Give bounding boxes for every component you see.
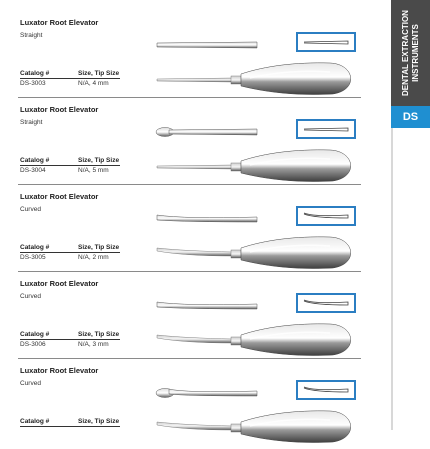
size-header: Size, Tip Size bbox=[78, 70, 120, 77]
product-section bbox=[0, 87, 391, 173]
sidebar-title-line2: INSTRUMENTS bbox=[410, 24, 420, 82]
product-name: Luxator Root Elevator bbox=[20, 279, 99, 288]
tip-photo-wrap bbox=[155, 212, 260, 231]
product-name: Luxator Root Elevator bbox=[20, 18, 99, 27]
tip-photo-wrap bbox=[155, 125, 260, 144]
tip-photo-wrap bbox=[155, 299, 260, 318]
product-name: Luxator Root Elevator bbox=[20, 192, 99, 201]
instrument-tip-photo bbox=[155, 125, 260, 139]
catalog-header: Catalog # bbox=[20, 244, 50, 251]
product-type: Curved bbox=[20, 206, 41, 213]
header-underline bbox=[20, 165, 120, 166]
catalog-number: DS-3003 bbox=[20, 80, 46, 87]
catalog-number: DS-3006 bbox=[20, 341, 46, 348]
size-header: Size, Tip Size bbox=[78, 418, 120, 425]
tip-photo-wrap bbox=[155, 386, 260, 405]
size-header: Size, Tip Size bbox=[78, 244, 120, 251]
sidebar-title bbox=[391, 0, 430, 106]
size-value: N/A, 5 mm bbox=[78, 167, 109, 174]
size-value: N/A, 3 mm bbox=[78, 341, 109, 348]
product-type: Curved bbox=[20, 380, 41, 387]
product-type: Curved bbox=[20, 293, 41, 300]
catalog-header: Catalog # bbox=[20, 157, 50, 164]
product-name: Luxator Root Elevator bbox=[20, 105, 99, 114]
tip-detail-icon bbox=[298, 295, 354, 311]
catalog-number: DS-3004 bbox=[20, 167, 46, 174]
tip-detail-icon bbox=[298, 121, 354, 137]
catalog-header: Catalog # bbox=[20, 418, 50, 425]
header-underline bbox=[20, 426, 120, 427]
instrument-tip-photo bbox=[155, 299, 260, 313]
tip-detail-icon bbox=[298, 34, 354, 50]
product-section bbox=[0, 0, 391, 86]
category-sidebar bbox=[391, 0, 430, 430]
size-value: N/A, 2 mm bbox=[78, 254, 109, 261]
catalog-header: Catalog # bbox=[20, 70, 50, 77]
tip-detail-box bbox=[296, 32, 356, 52]
catalog-header: Catalog # bbox=[20, 331, 50, 338]
tip-detail-icon bbox=[298, 208, 354, 224]
product-section bbox=[0, 174, 391, 260]
sidebar-title-line1: DENTAL EXTRACTION bbox=[400, 10, 410, 96]
product-section bbox=[0, 261, 391, 347]
instrument-photo bbox=[155, 408, 360, 444]
header-underline bbox=[20, 78, 120, 79]
size-header: Size, Tip Size bbox=[78, 331, 120, 338]
tip-detail-box bbox=[296, 206, 356, 226]
tip-photo-wrap bbox=[155, 38, 260, 57]
product-section bbox=[0, 348, 391, 434]
sidebar-code-tab[interactable]: DS bbox=[391, 106, 430, 128]
header-underline bbox=[20, 252, 120, 253]
product-name: Luxator Root Elevator bbox=[20, 366, 99, 375]
size-value: N/A, 4 mm bbox=[78, 80, 109, 87]
tip-detail-box bbox=[296, 380, 356, 400]
tip-detail-icon bbox=[298, 382, 354, 398]
product-type: Straight bbox=[20, 32, 43, 39]
tip-detail-box bbox=[296, 119, 356, 139]
header-underline bbox=[20, 339, 120, 340]
full-photo-wrap bbox=[155, 408, 360, 449]
size-header: Size, Tip Size bbox=[78, 157, 120, 164]
tip-detail-box bbox=[296, 293, 356, 313]
instrument-tip-photo bbox=[155, 386, 260, 400]
sidebar-title-panel bbox=[391, 0, 430, 106]
catalog-number: DS-3005 bbox=[20, 254, 46, 261]
instrument-tip-photo bbox=[155, 38, 260, 52]
instrument-tip-photo bbox=[155, 212, 260, 226]
product-type: Straight bbox=[20, 119, 43, 126]
